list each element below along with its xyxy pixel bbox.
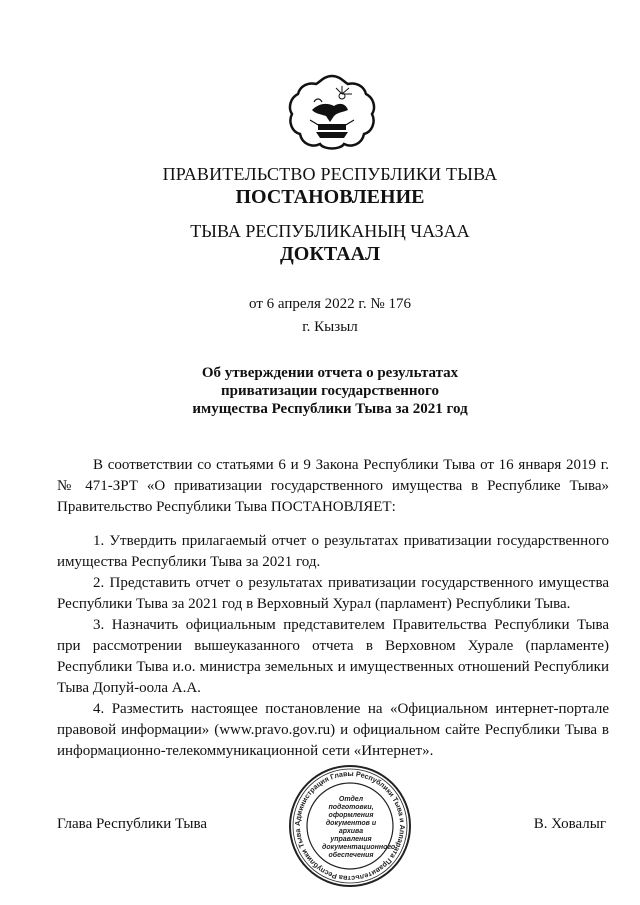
stamp-line: обеспечения [328, 852, 374, 859]
document-type-tyvan: ДОКТААЛ [280, 243, 380, 265]
intro-paragraph [57, 455, 609, 518]
item-1: 1. Утвердить прилагаемый отчет о результатах приватизации государственного имущества Республики Тыва за 2021 год. [57, 533, 609, 570]
subject-line: имущества Республики Тыва за 2021 год [192, 401, 468, 417]
intro-text: В соответствии со статьями 6 и 9 Закона Республики Тыва от 16 января 2019 г. № 471-ЗРТ «О приватизации государственного имущества в Республике Тыва» Правительство Республики Тыва ПОСТАНОВЛЯЕТ: [57, 457, 609, 515]
stamp-ring-text: Администрация Главы Республики Тыва и Аппарата Правительства Республики Тыва [292, 768, 408, 884]
stamp-center-text [322, 796, 396, 860]
coat-of-arms-icon [286, 72, 378, 152]
stamp-line: управления [330, 836, 372, 843]
date-number: от 6 апреля 2022 г. № 176 [249, 296, 411, 312]
resolution-items [57, 531, 609, 762]
item-3: 3. Назначить официальным представителем Правительства Республики Тыва при рассмотрении вышеуказанного отчета в Верховном Хурале (парламенте) Республики Тыва и.о. министра земельных и имущественных отношений Республики Тыва Допуй-оола А.А. [57, 617, 609, 696]
subject-line: приватизации государственного [221, 383, 439, 399]
stamp-line: документационного [322, 844, 396, 851]
document-type: ПОСТАНОВЛЕНИЕ [235, 186, 425, 208]
item-4: 4. Разместить настоящее постановление на «Официальном интернет-портале правовой информации» (www.pravo.gov.ru) и официальном сайте Республики Тыва в информационно-телекоммуникационной сети «Интернет». [57, 701, 609, 759]
stamp-line: подготовки, [328, 804, 374, 811]
signatory-name: В. Ховалыг [533, 816, 606, 832]
signatory-position: Глава Республики Тыва [57, 816, 208, 832]
item-2: 2. Представить отчет о результатах приватизации государственного имущества Республики Тыва за 2021 год в Верховный Хурал (парламент) Республики Тыва. [57, 575, 609, 612]
document-subject [150, 364, 510, 418]
stamp-line: Отдел [338, 796, 364, 803]
government-title-tyvan: ТЫВА РЕСПУБЛИКАНЫҢ ЧАЗАА [190, 221, 470, 241]
subject-line: Об утверждении отчета о результатах [201, 365, 459, 381]
stamp-line: документов и архива [325, 820, 377, 835]
city: г. Кызыл [302, 319, 358, 335]
government-title: ПРАВИТЕЛЬСТВО РЕСПУБЛИКИ ТЫВА [162, 164, 498, 184]
stamp-line: оформления [328, 812, 374, 819]
